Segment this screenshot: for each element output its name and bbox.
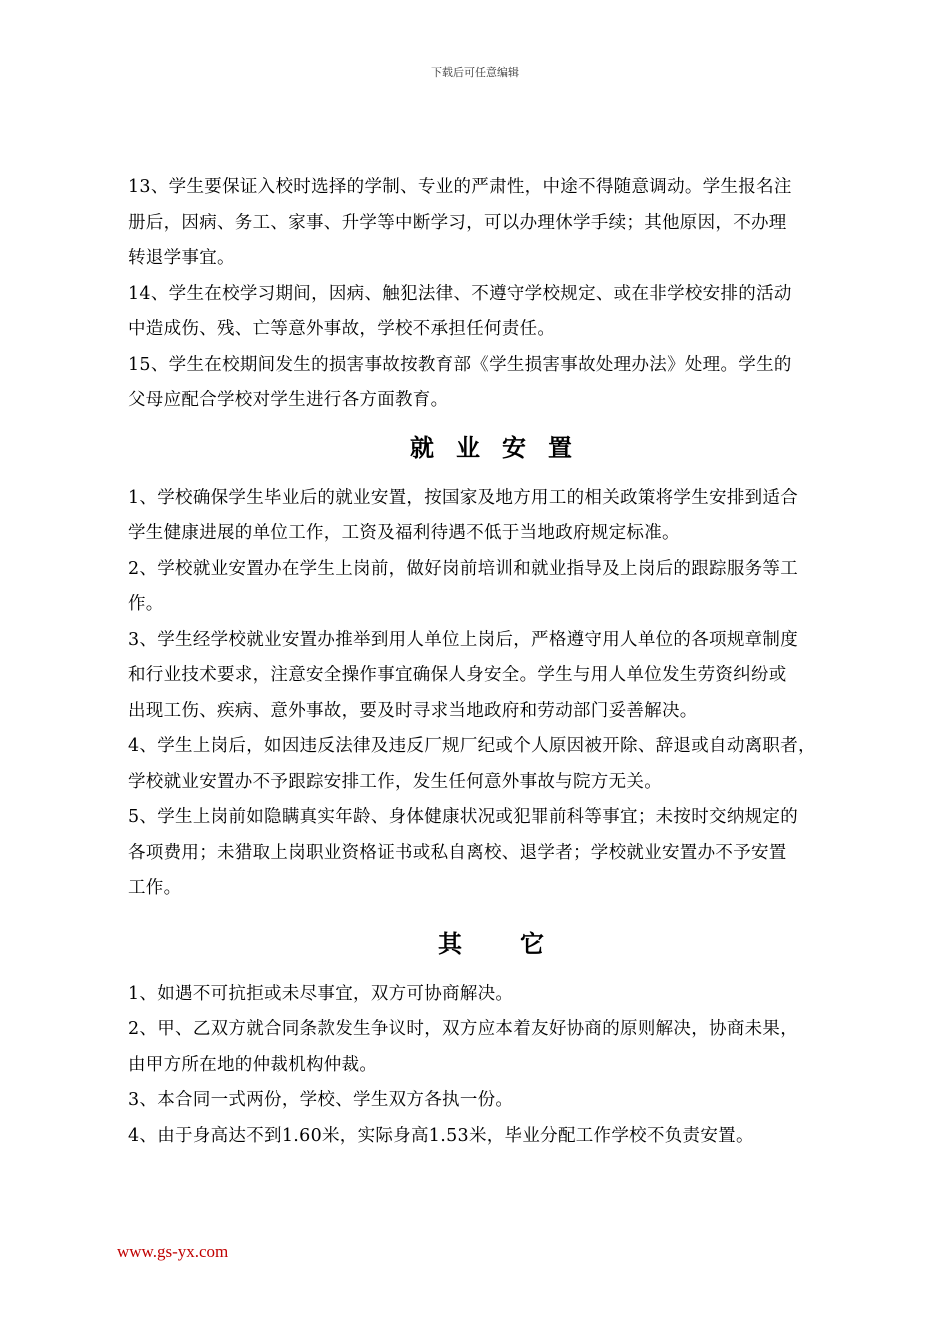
clause-14: 14、学生在校学习期间，因病、触犯法律、不遵守学校规定、或在非学校安排的活动 中造成伤、残、亡等意外事故，学校不承担任何责任。 xyxy=(128,283,792,339)
page-header: 下载后可任意编辑 xyxy=(431,66,519,79)
section-title-other: 其它 xyxy=(438,928,602,958)
clause-15: 15、学生在校期间发生的损害事故按教育部《学生损害事故处理办法》处理。学生的 父母应配合学校对学生进行各方面教育。 xyxy=(128,354,792,410)
other-clause-2: 2、甲、乙双方就合同条款发生争议时，双方应本着友好协商的原则解决，协商未果， 由甲方所在地的仲裁机构仲裁。 xyxy=(128,1019,799,1075)
other-clause-4: 4、由于身高达不到1.60米，实际身高1.53米，毕业分配工作学校不负责安置。 xyxy=(128,1125,754,1146)
employment-clause-3: 3、学生经学校就业安置办推举到用人单位上岗后，严格遵守用人单位的各项规章制度 和行业技术要求，注意安全操作事宜确保人身安全。学生与用人单位发生劳资纠纷或 出现工伤、疾病、意外事故，要及时寻求当地政府和劳动部门妥善解决。 xyxy=(128,629,799,721)
employment-clause-5: 5、学生上岗前如隐瞒真实年龄、身体健康状况或犯罪前科等事宜；未按时交纳规定的 各项费用；未猎取上岗职业资格证书或私自离校、退学者；学校就业安置办不予安置 工作。 xyxy=(128,807,799,898)
employment-clause-2: 2、学校就业安置办在学生上岗前，做好岗前培训和就业指导及上岗后的跟踪服务等工 作。 xyxy=(128,558,799,614)
clause-13: 13、学生要保证入校时选择的学制、专业的严肃性，中途不得随意调动。学生报名注 册后，因病、务工、家事、升学等中断学习，可以办理休学手续；其他原因，不办理 转退学事宜。 xyxy=(128,177,792,268)
section-title-employment: 就业安置 xyxy=(410,432,594,462)
other-clause-3: 3、本合同一式两份，学校、学生双方各执一份。 xyxy=(128,1090,514,1110)
employment-clause-1: 1、学校确保学生毕业后的就业安置，按国家及地方用工的相关政策将学生安排到适合 学生健康进展的单位工作，工资及福利待遇不低于当地政府规定标准。 xyxy=(128,487,799,543)
employment-clause-4: 4、学生上岗后，如因违反法律及违反厂规厂纪或个人原因被开除、辞退或自动离职者， 学校就业安置办不予跟踪安排工作，发生任何意外事故与院方无关。 xyxy=(128,736,816,792)
footer-website-link[interactable]: www.gs-yx.com xyxy=(117,1242,229,1261)
other-clause-1: 1、如遇不可抗拒或未尽事宜，双方可协商解决。 xyxy=(128,983,514,1004)
document-body xyxy=(128,170,854,1154)
